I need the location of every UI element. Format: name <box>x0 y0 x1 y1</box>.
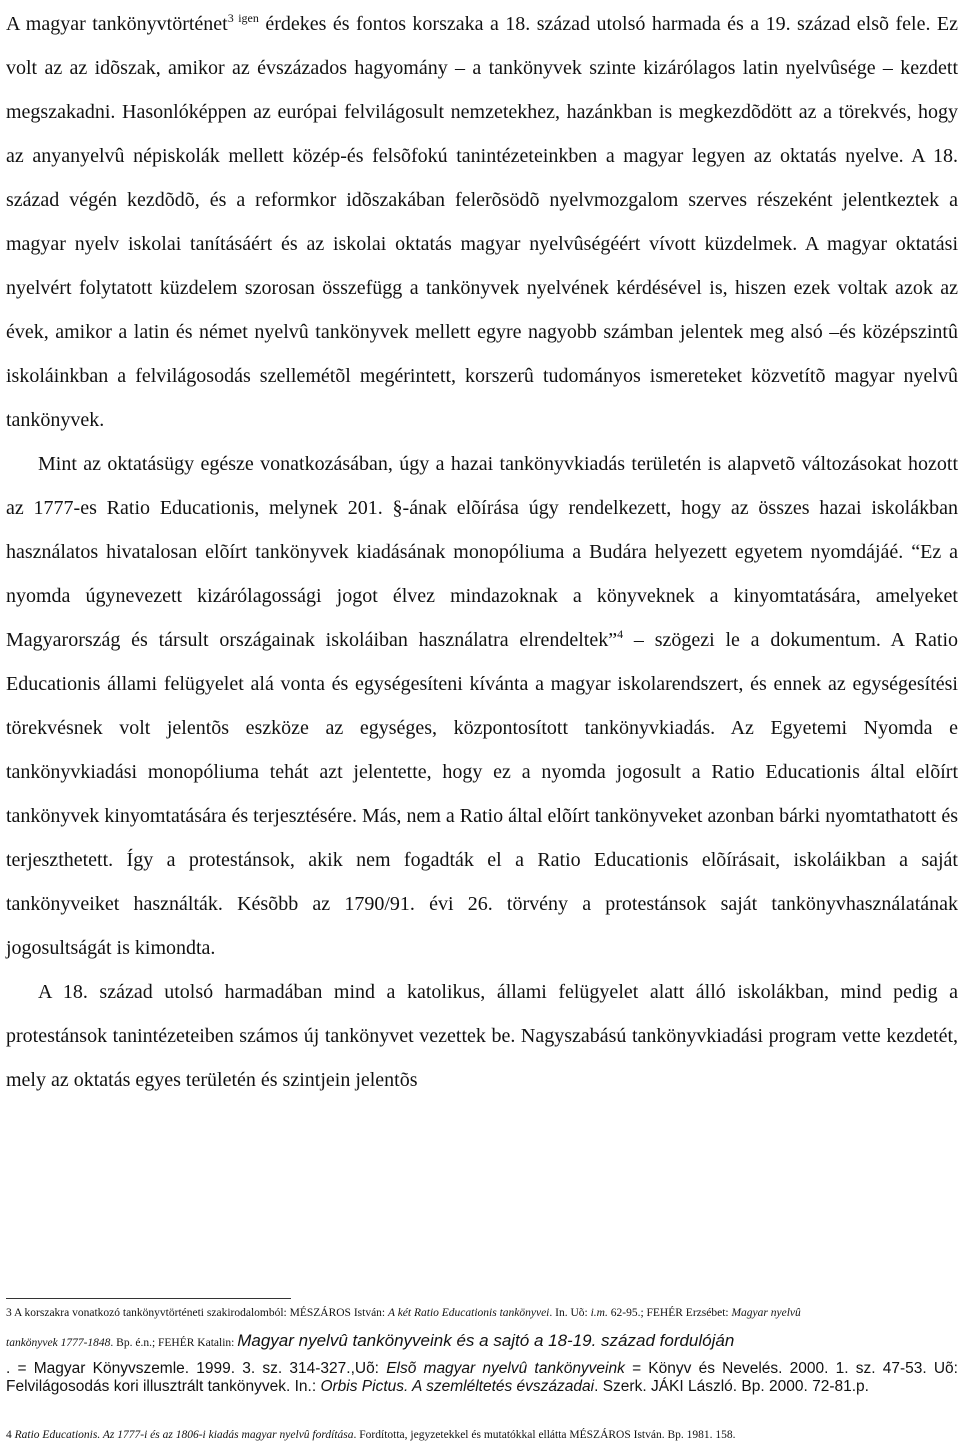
fn3-g: tankönyvek 1777-1848 <box>6 1337 111 1349</box>
fn4-a: 4 <box>6 1429 15 1441</box>
fn3-d: i.m. <box>590 1307 608 1319</box>
fn3-f: Magyar nyelvû <box>731 1307 801 1319</box>
fn4-c: . Fordította, jegyzetekkel és mutatókkal ellátta MÉSZÁROS István. Bp. 1981. 158. <box>353 1429 736 1441</box>
fn3-j: . = Magyar Könyvszemle. 1999. 3. sz. 314-327.,Uõ: <box>6 1360 387 1377</box>
paragraph-1 <box>6 2 958 442</box>
footnote-ref-4: 4 <box>617 627 624 641</box>
fn3-c: . In. Uõ: <box>549 1307 591 1319</box>
fn3-e: 62-95.; FEHÉR Erzsébet: <box>607 1307 732 1319</box>
fn3-a: 3 A korszakra vonatkozó tankönyvtörténeti szakirodalomból: MÉSZÁROS István: <box>6 1307 388 1319</box>
fn3-i: Magyar nyelvû tankönyveink és a sajtó a 18-19. század fordulóján <box>237 1331 735 1350</box>
footnote-4 <box>6 1427 958 1443</box>
fn3-m: Orbis Pictus. A szemléltetés évszázadai <box>320 1378 595 1395</box>
paragraph-3: A 18. század utolsó harmadában mind a katolikus, állami felügyelet alatt álló iskolákban, mind pedig a protestánsok tanintézeteiben számos új tankönyvet vezettek be. Nagyszabású tankönyvkiadási program vette kezdetét, mely az oktatás egyes területén és szintjein jelentõs <box>6 981 958 1091</box>
fn3-h: . Bp. é.n.; FEHÉR Katalin: <box>110 1337 238 1349</box>
footnote-separator <box>6 1298 291 1299</box>
p1-text-a: A magyar tankönyvtörténet <box>6 13 228 35</box>
footnote-ref-3: 3 igen <box>227 11 259 25</box>
fn3-l: = Könyv és Nevelés. 2000. 1. sz. 47-53. Uõ: Felvilágosodás kori illusztrált tankönyvek. In.: <box>6 1360 958 1395</box>
fn3-n: . Szerk. JÁKI László. Bp. 2000. 72-81.p. <box>594 1378 869 1395</box>
footnote-3-line-1 <box>6 1305 958 1321</box>
fn4-b: Ratio Educationis. Az 1777-i és az 1806-i kiadás magyar nyelvû fordítása <box>14 1429 354 1441</box>
main-text <box>6 2 958 1102</box>
p2-text-a: Mint az oktatásügy egésze vonatkozásában, úgy a hazai tankönyvkiadás területén is alapvetõ változásokat hozott az 1777-es Ratio Educationis, melynek 201. §-ának elõírása úgy rendelkezett, hogy az összes hazai iskolákban használatos hivatalosan elõírt tankönyvek kiadásának monopóliuma a Budára helyezett egyetem nyomdájáé. “Ez a nyomda úgynevezett kizárólagossági jogot élvez mindazoknak a könyveknek a kinyomtatására, amelyeket Magyarország és társult országainak iskoláiban használatra elrendeltek” <box>6 453 958 651</box>
footnote-3-rest <box>6 1360 958 1396</box>
p1-text-b: érdekes és fontos korszaka a 18. század utolsó harmada és a 19. század elsõ fele. Ez volt az az idõszak, amikor az évszázados hagyomány – a tankönyvek szinte kizárólagos latin nyelvûsége – kezdett megszakadni. Hasonlóképpen az európai felvilágosult nemzetekhez, hazánkban is megkezdõdött az a törekvés, hogy az anyanyelvû népiskolák mellett közép-és felsõfokú tanintézeteinkben a magyar legyen az oktatás nyelve. A 18. század végén kezdõdõ, és a reformkor idõszakában felerõsödõ nyelvmozgalom szerves részeként jelentkeztek a magyar nyelv iskolai tanításáért és az iskolai oktatás magyar nyelvûségéért vívott küzdelmek. A magyar oktatási nyelvért folytatott küzdelem szorosan összefügg a tankönyvek nyelvének kérdésével is, hiszen ezek voltak azok az évek, amikor a latin és német nyelvû tankönyvek mellett egyre nagyobb számban jelentek meg alsó –és középszintû iskoláinkban a felvilágosodás szellemétõl megérintett, korszerû tudományos ismereteket közvetítõ magyar nyelvû tankönyvek. <box>6 13 958 431</box>
fn3-k: Elsõ magyar nyelvû tankönyveink <box>386 1360 625 1377</box>
footnote-3-line-2 <box>6 1333 958 1351</box>
paragraph-2 <box>6 442 958 970</box>
fn3-b: A két Ratio Educationis tankönyvei <box>388 1307 550 1319</box>
p2-text-b: – szögezi le a dokumentum. A Ratio Educationis állami felügyelet alá vonta és egységesíteni kívánta a magyar iskolarendszert, és ennek az egységesítési törekvésnek volt jelentõs eszköze az egységes, központosított tankönyvkiadás. Az Egyetemi Nyomda e tankönyvkiadási monopóliuma tehát azt jelentette, hogy ez a nyomda jogosult a Ratio Educationis által elõírt tankönyvek kinyomtatására és terjesztésére. Más, nem a Ratio által elõírt tankönyveket azonban bárki nyomtathatott és terjeszthetett. Így a protestánsok, akik nem fogadták el a Ratio Educationis elõírásait, iskoláikban a saját tankönyveiket használták. Késõbb az 1790/91. évi 26. törvény a protestánsok saját tankönyvhasználatának jogosultságát is kimondta. <box>6 629 958 959</box>
